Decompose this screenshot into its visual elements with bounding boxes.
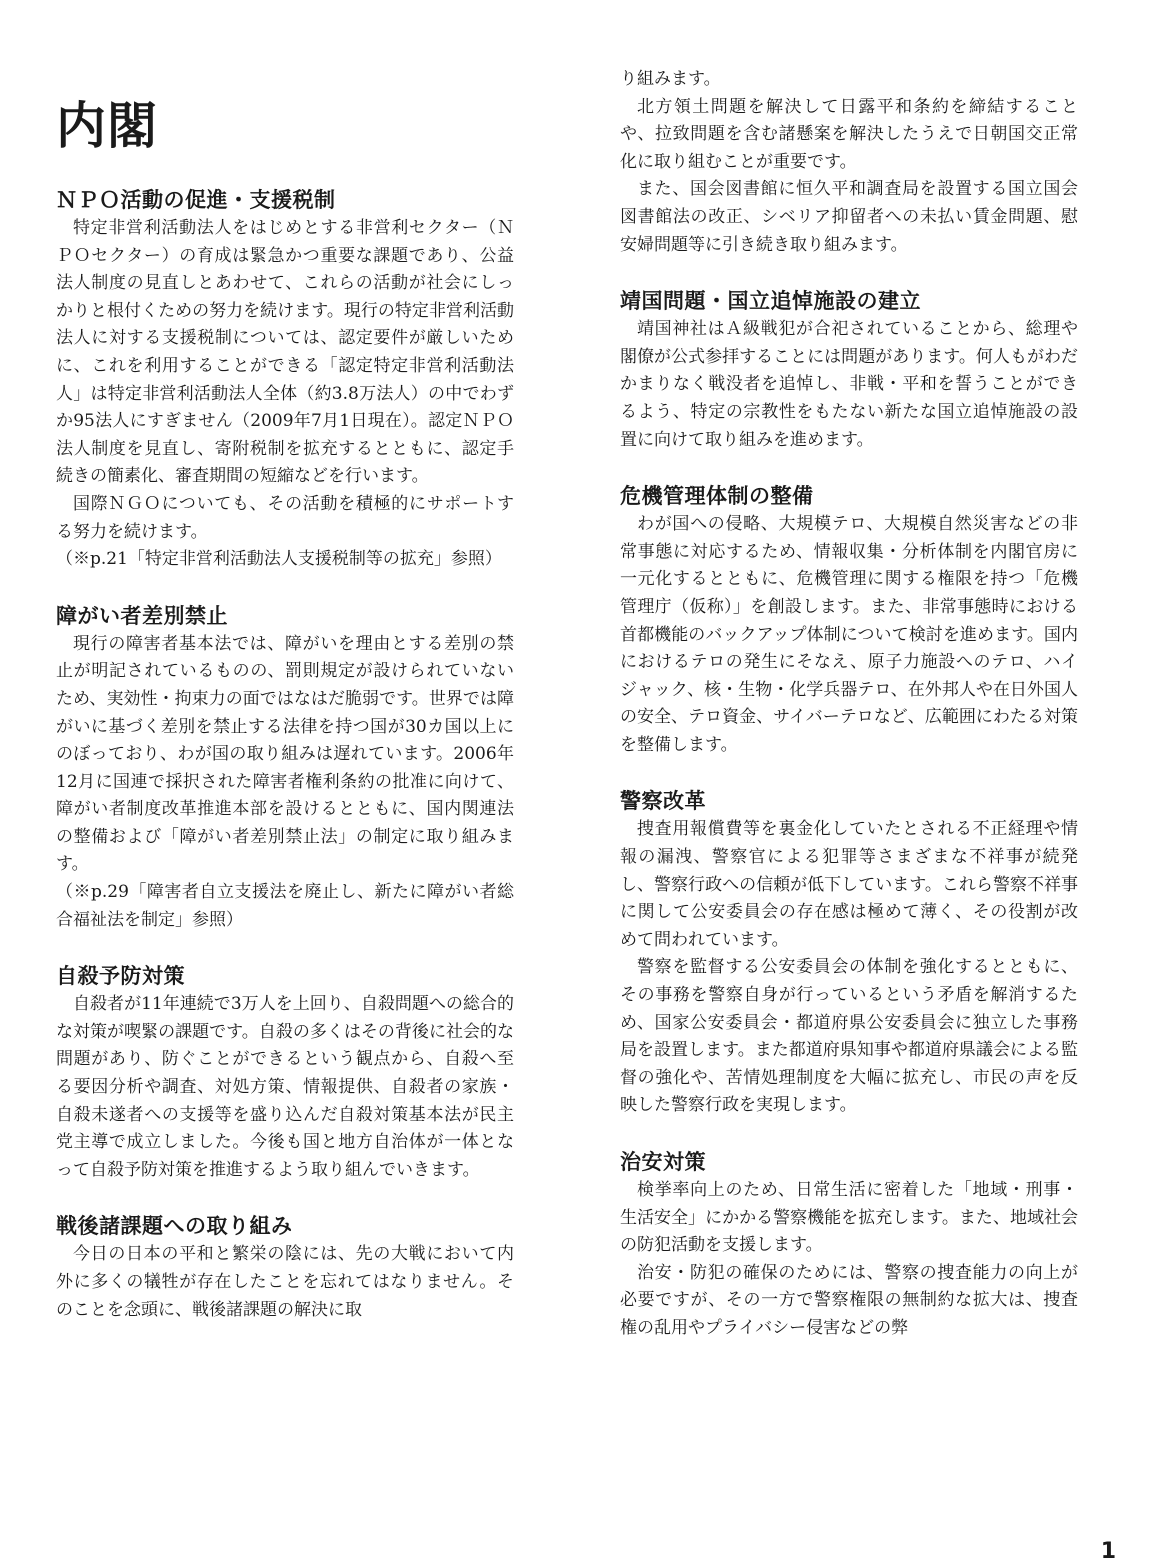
reference-note: （※p.29「障害者自立支援法を廃止し、新たに障がい者総合福祉法を制定」参照）: [56, 882, 514, 930]
right-column: [620, 66, 1078, 1343]
section-police: [620, 787, 1078, 1120]
paragraph: り組みます。: [620, 69, 721, 89]
paragraph: また、国会図書館に恒久平和調査局を設置する国立国会図書館法の改正、シベリア抑留者への未払い賃金問題、慰安婦問題等に引き続き取り組みます。: [620, 179, 1078, 255]
section-heading-disability: 障がい者差別禁止: [56, 603, 228, 628]
section-yasukuni: [620, 287, 1078, 454]
paragraph: 治安・防犯の確保のためには、警察の捜査能力の向上が必要ですが、その一方で警察権限の無制約な拡大は、捜査権の乱用やプライバシー侵害などの弊: [620, 1262, 1078, 1338]
section-heading-crisis: 危機管理体制の整備: [620, 484, 814, 509]
paragraph: 特定非営利活動法人をはじめとする非営利セクター（ＮＰＯセクター）の育成は緊急かつ重要な課題であり、公益法人制度の見直しとあわせて、これらの活動が社会にしっかりと根付くための努力を続けます。現行の特定非営利活動法人に対する支援税制については、認定要件が厳しいために、これを利用することができる「認定特定非営利活動法人」は特定非営利活動法人全体（約3.8万法人）の中でわずか95法人にすぎません（2009年7月1日現在）。認定ＮＰＯ法人制度を見直し、寄附税制を拡充するとともに、認定手続きの簡素化、審査期間の短縮などを行います。: [56, 218, 514, 487]
paragraph: 捜査用報償費等を裏金化していたとされる不正経理や情報の漏洩、警察官による犯罪等さまざまな不祥事が続発し、警察行政への信頼が低下しています。これら警察不祥事に関して公安委員会の存在感は極めて薄く、その役割が改めて問われています。: [620, 819, 1078, 950]
section-heading-security: 治安対策: [620, 1150, 706, 1174]
reference-note: （※p.21「特定非営利活動法人支援税制等の拡充」参照）: [56, 549, 502, 570]
section-heading-suicide: 自殺予防対策: [56, 964, 185, 989]
section-heading-yasukuni: 靖国問題・国立追悼施設の建立: [620, 289, 921, 314]
section-postwar-continued: [620, 66, 1078, 259]
section-postwar: [56, 1212, 514, 1324]
paragraph: 今日の日本の平和と繁栄の陰には、先の大戦において内外に多くの犠牲が存在したことを忘れてはなりません。そのことを念頭に、戦後諸課題の解決に取: [56, 1244, 514, 1320]
paragraph: 検挙率向上のため、日常生活に密着した「地域・刑事・生活安全」にかかる警察機能を拡充します。また、地域社会の防犯活動を支援します。: [620, 1180, 1078, 1256]
section-heading-police: 警察改革: [620, 789, 706, 814]
left-column: [56, 186, 514, 1324]
page-number: 1: [1100, 1539, 1116, 1564]
section-heading-npo: ＮＰＯ活動の促進・支援税制: [56, 188, 336, 212]
paragraph: 警察を監督する公安委員会の体制を強化するとともに、その事務を警察自身が行っているという矛盾を解消するため、国家公安委員会・都道府県公安委員会に独立した事務局を設置します。また都道府県知事や都道府県議会による監督の強化や、苦情処理制度を大幅に拡充し、市民の声を反映した警察行政を実現します。: [620, 957, 1078, 1116]
section-disability: [56, 602, 514, 935]
section-npo: [56, 186, 514, 574]
paragraph: 北方領土問題を解決して日露平和条約を締結することや、拉致問題を含む諸懸案を解決したうえで日朝国交正常化に取り組むことが重要です。: [620, 96, 1078, 172]
paragraph: 靖国神社はＡ級戦犯が合祀されていることから、総理や閣僚が公式参拝することには問題があります。何人もがわだかまりなく戦没者を追悼し、非戦・平和を誓うことができるよう、特定の宗教性をもたない新たな国立追悼施設の設置に向けて取り組みを進めます。: [620, 319, 1078, 450]
paragraph: 自殺者が11年連続で3万人を上回り、自殺問題への総合的な対策が喫緊の課題です。自殺の多くはその背後に社会的な問題があり、防ぐことができるという観点から、自殺へ至る要因分析や調査、対処方策、情報提供、自殺者の家族・自殺未遂者への支援等を盛り込んだ自殺対策基本法が民主党主導で成立しました。今後も国と地方自治体が一体となって自殺予防対策を推進するよう取り組んでいきます。: [56, 994, 514, 1180]
section-crisis: [620, 482, 1078, 759]
section-suicide: [56, 962, 514, 1184]
page-title: 内閣: [56, 97, 158, 155]
paragraph: わが国への侵略、大規模テロ、大規模自然災害などの非常事態に対応するため、情報収集・分析体制を内閣官房に一元化するとともに、危機管理に関する権限を持つ「危機管理庁（仮称）」を創設します。また、非常事態時における首都機能のバックアップ体制について検討を進めます。国内におけるテロの発生にそなえ、原子力施設へのテロ、ハイジャック、核・生物・化学兵器テロ、在外邦人や在日外国人の安全、テロ資金、サイバーテロなど、広範囲にわたる対策を整備します。: [620, 514, 1078, 755]
paragraph: 現行の障害者基本法では、障がいを理由とする差別の禁止が明記されているものの、罰則規定が設けられていないため、実効性・拘束力の面ではなはだ脆弱です。世界では障がいに基づく差別を禁止する法律を持つ国が30カ国以上にのぼっており、わが国の取り組みは遅れています。2006年12月に国連で採択された障害者権利条約の批准に向けて、障がい者制度改革推進本部を設けるとともに、国内関連法の整備および「障がい者差別禁止法」の制定に取り組みます。: [56, 633, 514, 875]
paragraph: 国際ＮＧＯについても、その活動を積極的にサポートする努力を続けます。: [56, 493, 514, 542]
section-security: [620, 1148, 1078, 1343]
section-heading-postwar: 戦後諸課題への取り組み: [56, 1214, 293, 1239]
